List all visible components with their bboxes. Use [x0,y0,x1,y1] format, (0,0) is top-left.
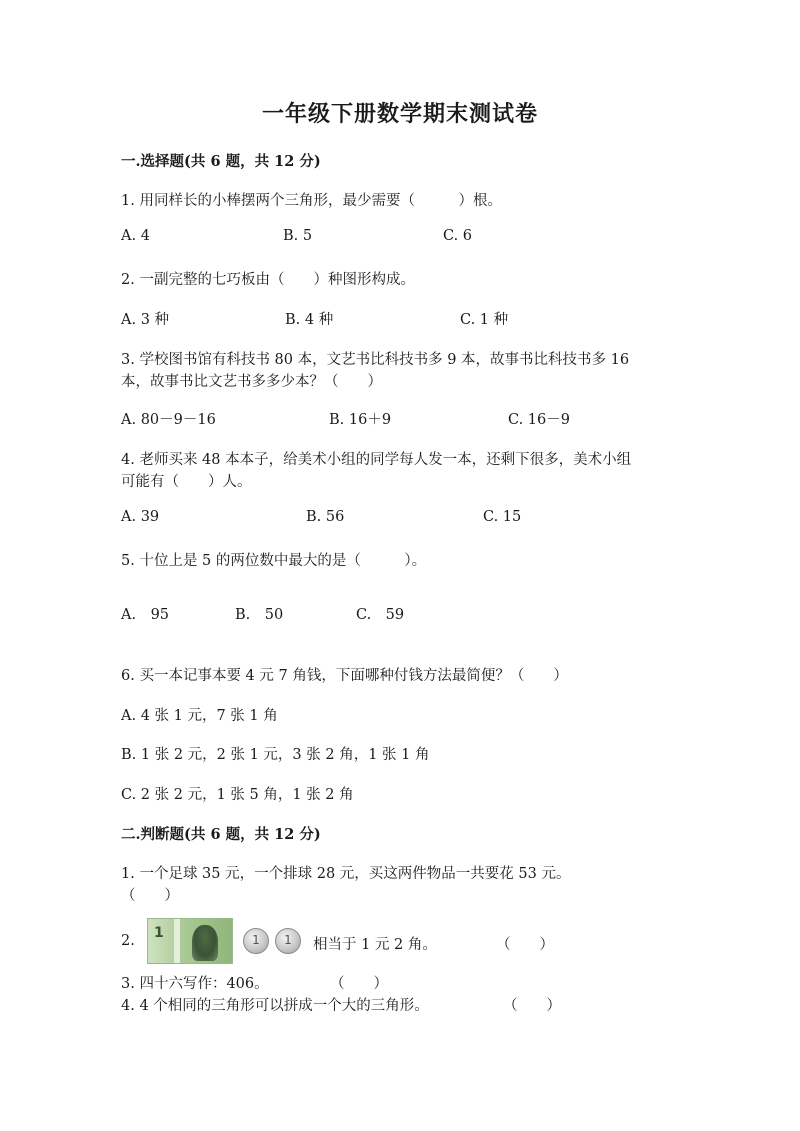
section1-heading: 一.选择题(共 6 题，共 12 分) [121,153,321,170]
q1-option-b: B. 5 [283,228,313,244]
question-2-text: 2. 一副完整的七巧板由（ ）种图形构成。 [121,272,415,288]
question-3-line2: 本，故事书比文艺书多多少本？（ ） [121,374,382,390]
q3-option-a: A. 80－9－16 [121,412,216,428]
judge-2-text: 相当于 1 元 2 角。 [313,937,437,953]
q4-option-c: C. 15 [483,509,522,525]
coin-digit: 1 [284,933,292,947]
coin-1-jiao-image [243,928,269,954]
q6-option-b: B. 1 张 2 元，2 张 1 元，3 张 2 角，1 张 1 角 [121,747,430,763]
question-4-line1: 4. 老师买来 48 本本子，给美术小组的同学每人发一本，还剩下很多，美术小组 [121,452,632,468]
q1-option-a: A. 4 [121,228,150,244]
judge-3-answer-paren: （ ） [330,976,388,992]
banknote-1-yuan-image [147,918,233,964]
question-3-line1: 3. 学校图书馆有科技书 80 本，文艺书比科技书多 9 本，故事书比科技书多 16 [121,352,630,368]
q2-option-a: A. 3 种 [121,312,170,328]
section2-heading: 二.判断题(共 6 题，共 12 分) [121,826,321,843]
judge-4-text: 4. 4 个相同的三角形可以拼成一个大的三角形。 [121,998,429,1014]
judge-3-text: 3. 四十六写作：406。 [121,976,269,992]
q5-option-c: C. 59 [356,607,405,623]
q5-option-b: B. 50 [235,607,284,623]
question-6-text: 6. 买一本记事本要 4 元 7 角钱，下面哪种付钱方法最简便？（ ） [121,668,568,684]
page-title: 一年级下册数学期末测试卷 [261,101,538,127]
judge-2-number: 2. [121,933,135,949]
judge-1-line1: 1. 一个足球 35 元，一个排球 28 元，买这两件物品一共要花 53 元。 [121,866,571,882]
banknote-portrait [192,925,218,961]
q4-option-b: B. 56 [306,509,345,525]
banknote-numeral: 1 [154,925,164,941]
judge-2-answer-paren: （ ） [496,937,554,953]
question-1-text: 1. 用同样长的小棒摆两个三角形，最少需要（ ）根。 [121,193,502,209]
q6-option-c: C. 2 张 2 元，1 张 5 角，1 张 2 角 [121,787,354,803]
judge-4-answer-paren: （ ） [503,998,561,1014]
question-5-text: 5. 十位上是 5 的两位数中最大的是（ ）。 [121,553,427,569]
coin-digit: 1 [252,933,260,947]
judge-1-line2: （ ） [121,888,179,904]
q2-option-b: B. 4 种 [285,312,334,328]
q5-option-a: A. 95 [121,607,170,623]
q3-option-b: B. 16＋9 [329,412,392,428]
q4-option-a: A. 39 [121,509,160,525]
q1-option-c: C. 6 [443,228,473,244]
q6-option-a: A. 4 张 1 元，7 张 1 角 [121,708,278,724]
question-4-line2: 可能有（ ）人。 [121,474,252,490]
banknote-stripe [174,919,180,963]
q2-option-c: C. 1 种 [460,312,509,328]
q3-option-c: C. 16－9 [508,412,570,428]
coin-1-jiao-image [275,928,301,954]
